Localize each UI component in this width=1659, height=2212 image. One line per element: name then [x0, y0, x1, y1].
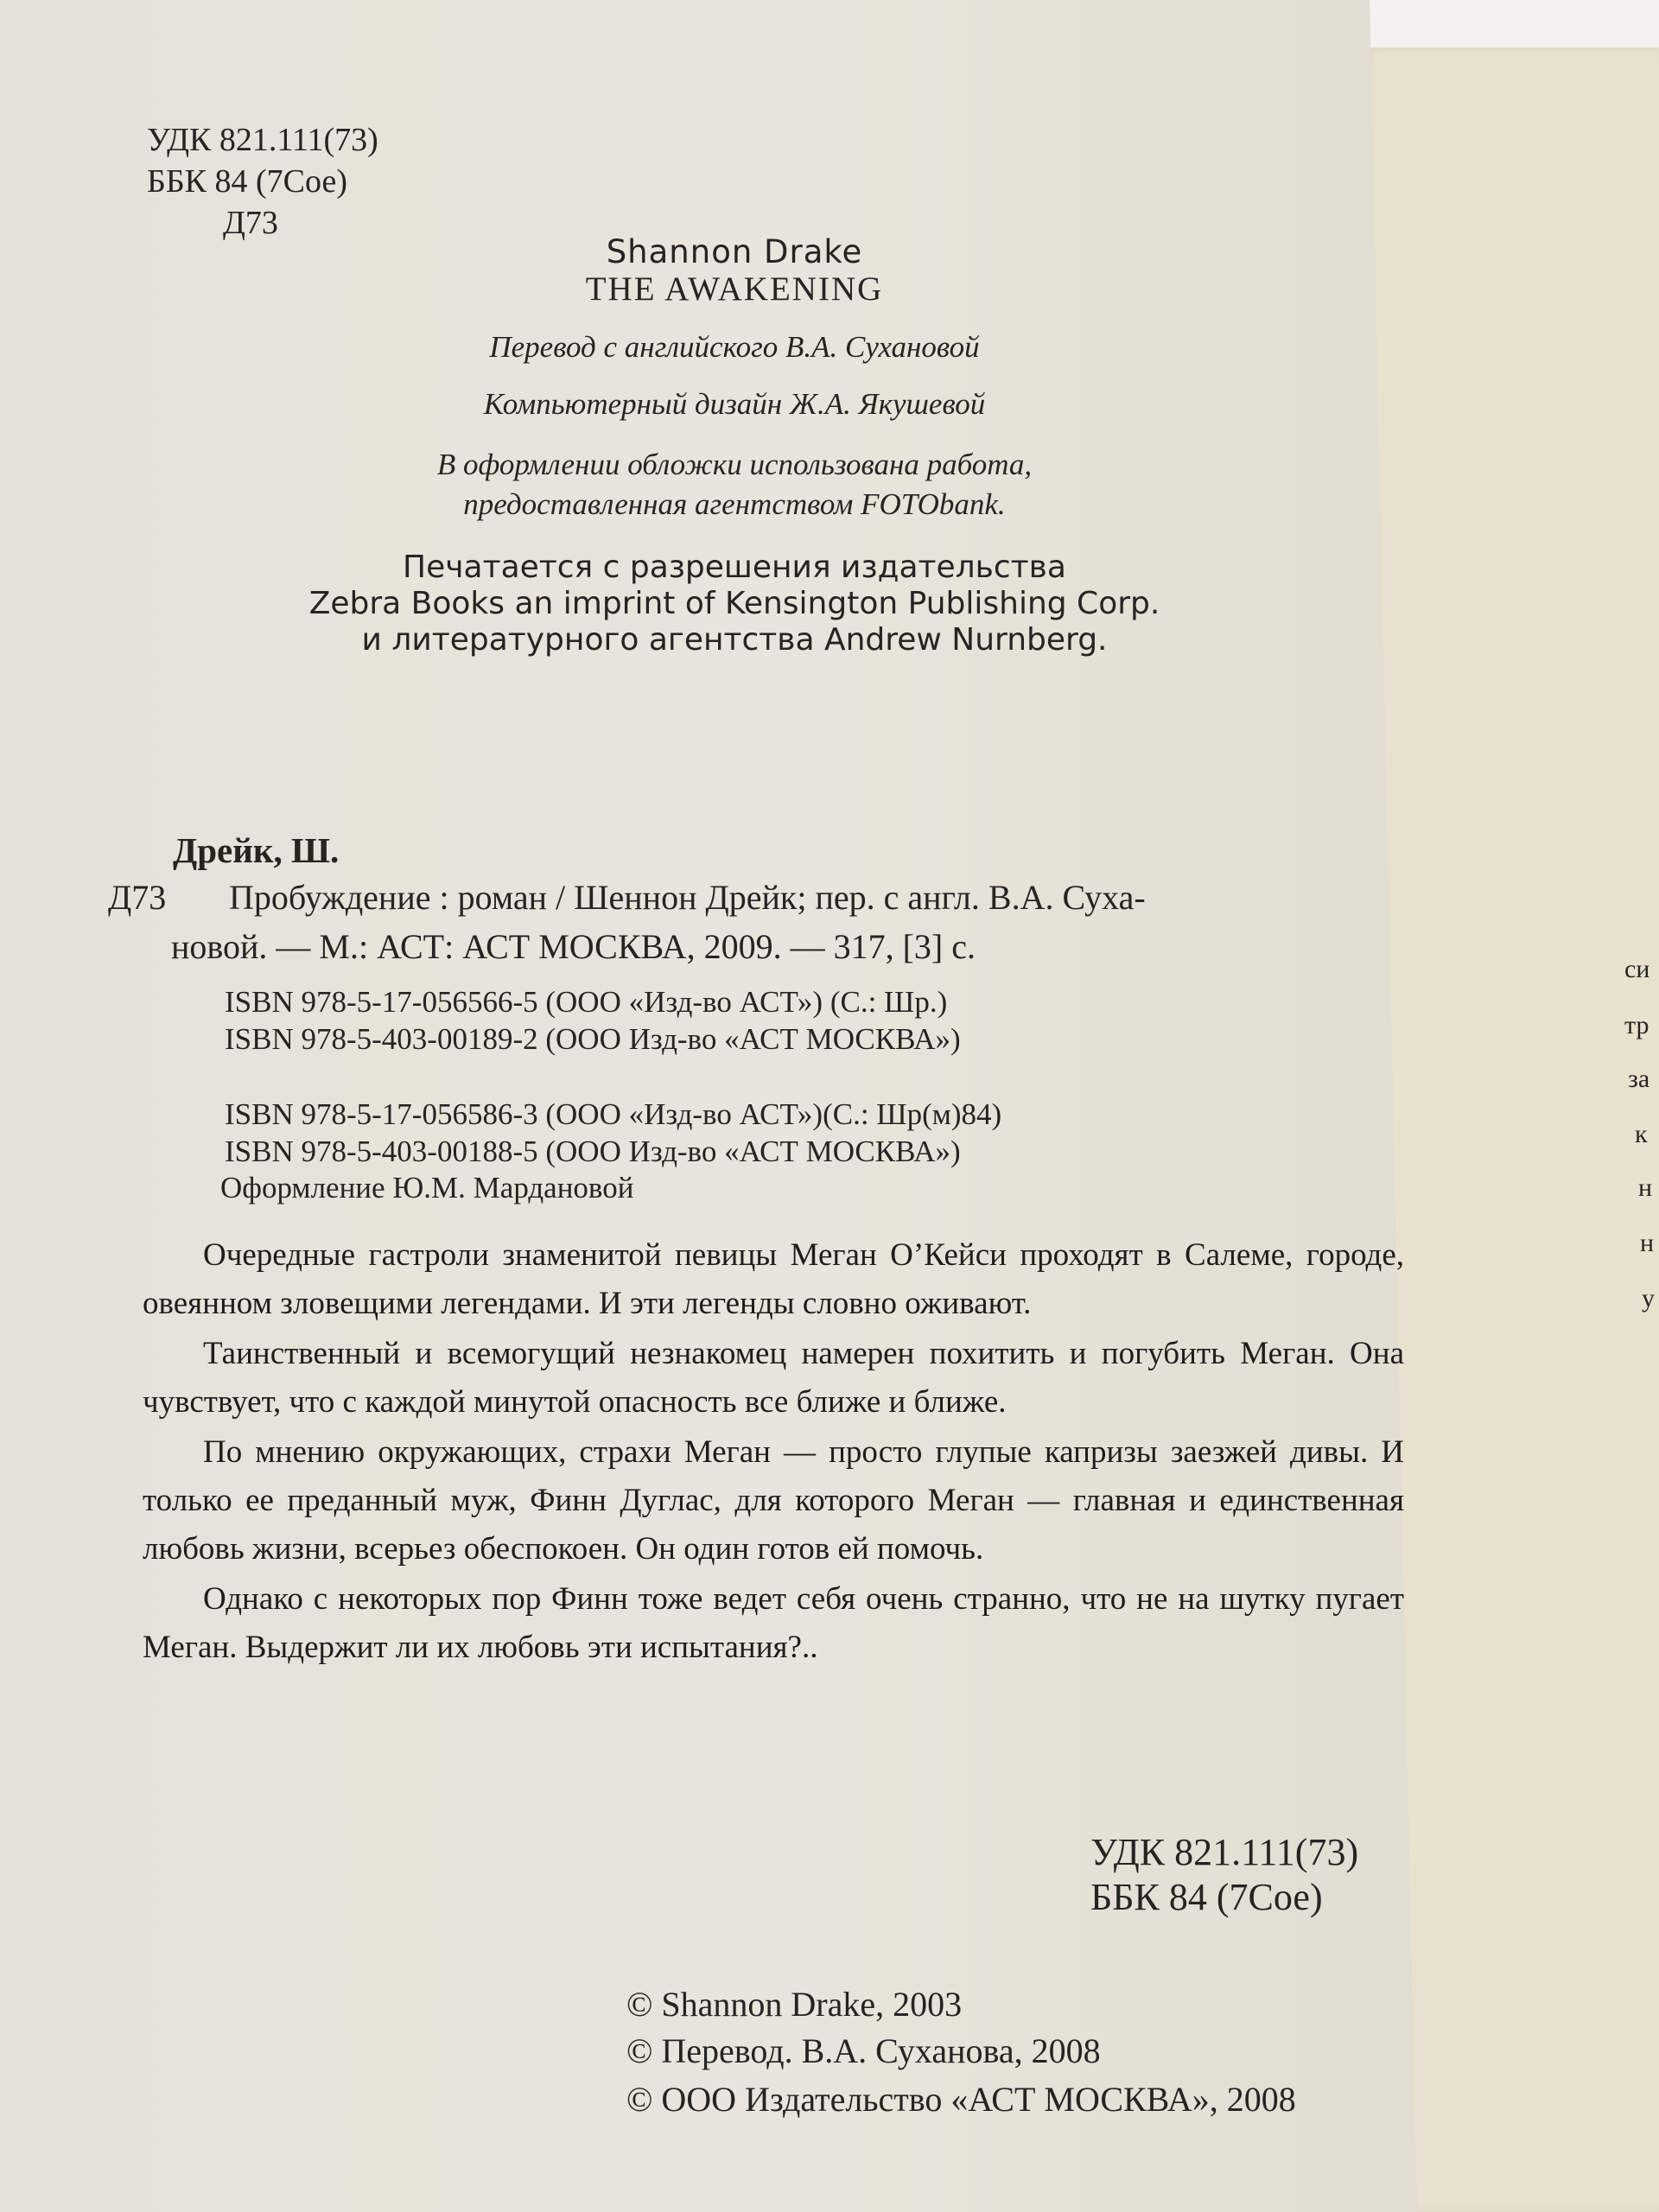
isbn-line: ISBN 978-5-17-056586-3 (ООО «Изд-во АСТ»)(С.: Шр(м)84) [225, 1097, 1002, 1131]
biblio-line1: Пробуждение : роман / Шеннон Дрейк; пер. с англ. В.А. Суха- [229, 878, 1146, 917]
permission-line2: Zebra Books an imprint of Kensington Publishing Corp. [308, 586, 1160, 621]
facing-fragment: за [1628, 1065, 1650, 1093]
isbn-line: ISBN 978-5-17-056566-5 (ООО «Изд-во АСТ») (С.: Шр.) [225, 985, 948, 1019]
cover-credit-line1: В оформлении обложки использована работа, [436, 448, 1033, 481]
translation-credit: Перевод с английского В.А. Сухановой [489, 330, 980, 364]
classification-bottom [1090, 1830, 1358, 1920]
annotation [143, 1231, 1404, 1674]
facing-fragment: си [1624, 955, 1650, 983]
permission-line3: и литературного агентства Andrew Nurnberg. [361, 622, 1108, 658]
facing-fragment: у [1642, 1284, 1655, 1313]
annotation-paragraph: По мнению окружающих, страхи Меган — просто глупые капризы заезжей дивы. И только ее преданный муж, Финн Дуглас, для которого Меган — главная и единственная любовь жизни, всерьез обеспокоен. Он один готов ей помочь. [143, 1434, 1404, 1567]
udk-code: УДК 821.111(73) [147, 122, 378, 158]
designer-credit: Оформление Ю.М. Мардановой [220, 1171, 634, 1205]
isbn-line: ISBN 978-5-403-00189-2 (ООО Изд-во «АСТ МОСКВА») [225, 1022, 961, 1056]
copyright-line: © Shannon Drake, 2003 [626, 1985, 963, 2024]
permission-line1: Печатается с разрешения издательства [403, 550, 1066, 585]
copyright-line: © ООО Издательство «АСТ МОСКВА», 2008 [626, 2080, 1296, 2119]
biblio-line2: новой. — М.: АСТ: АСТ МОСКВА, 2009. — 317, [3] с. [171, 927, 976, 966]
author-mark-top: Д73 [223, 205, 278, 241]
facing-fragment: к [1635, 1120, 1648, 1148]
isbn-line: ISBN 978-5-403-00188-5 (ООО Изд-во «АСТ МОСКВА») [225, 1135, 961, 1168]
annotation-paragraph: Однако с некоторых пор Финн тоже ведет себя очень странно, что не на шутку пугает Меган. Выдержит ли их любовь эти испытания?.. [143, 1581, 1404, 1665]
facing-fragment: н [1640, 1229, 1655, 1257]
udk-code-bottom: УДК 821.111(73) [1090, 1831, 1359, 1873]
bbk-code-bottom: ББК 84 (7Сое) [1090, 1876, 1323, 1918]
biblio-code: Д73 [108, 878, 167, 917]
facing-fragment: тр [1624, 1011, 1649, 1039]
design-credit: Компьютерный дизайн Ж.А. Якушевой [483, 387, 986, 421]
original-title: THE AWAKENING [585, 270, 884, 308]
classification-top [147, 119, 378, 202]
annotation-paragraph: Очередные гастроли знаменитой певицы Меган О’Кейси проходят в Салеме, городе, овеянном зловещими легендами. И эти легенды словно оживают. [143, 1237, 1404, 1321]
cover-credit-line2: предоставленная агентством FOTObank. [463, 487, 1006, 521]
bbk-code: ББК 84 (7Сое) [147, 163, 347, 200]
copyright-line: © Перевод. В.А. Суханова, 2008 [626, 2031, 1101, 2070]
annotation-paragraph: Таинственный и всемогущий незнакомец намерен похитить и погубить Меган. Она чувствует, что с каждой минутой опасность все ближе и ближе. [143, 1336, 1404, 1420]
biblio-author: Дрейк, Ш. [173, 830, 340, 870]
original-author: Shannon Drake [606, 233, 863, 270]
facing-fragment: н [1638, 1173, 1653, 1202]
